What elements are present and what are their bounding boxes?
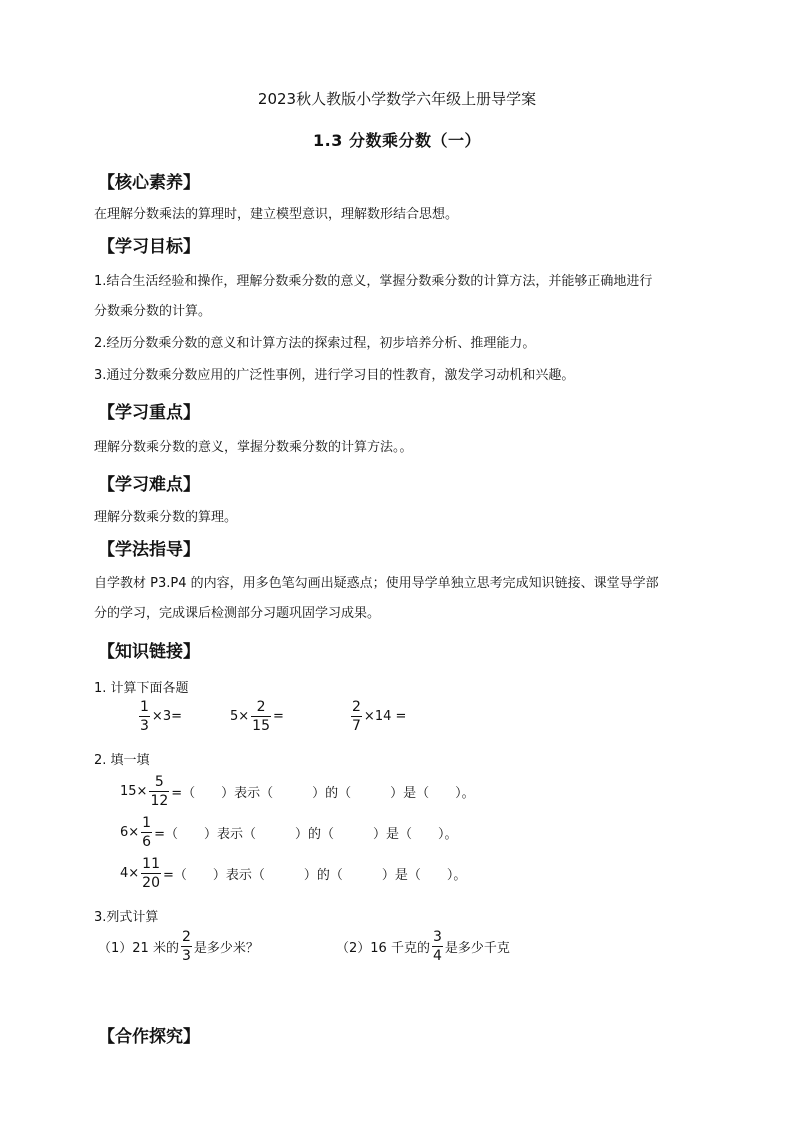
question-1-label: 1. 计算下面各题 [94, 681, 189, 696]
goal-3: 3.通过分数乘分数应用的广泛性事例，进行学习目的性教育，激发学习动机和兴趣。 [94, 368, 575, 383]
fraction: $\frac{1}{3}$ [140, 699, 149, 734]
fraction: $\frac{1}{6}$ [142, 815, 152, 850]
key-points-text: 理解分数乘分数的意义，掌握分数乘分数的计算方法。。 [94, 440, 413, 455]
word-problem-1: （1）21 米的 $\frac{2}{3}$ 是多少米？ [98, 929, 259, 964]
heading-difficulties: 【学习难点】 [98, 475, 200, 495]
heading-cooperative-inquiry: 【合作探究】 [98, 1027, 200, 1047]
fraction: $\frac{3}{4}$ [432, 929, 442, 964]
calc-expression-2: 5× $\frac{2}{15}$ = [230, 699, 284, 734]
fill-row-3: 4× $\frac{11}{20}$ =（ ）表示（ ）的（ ）是（ ）。 [120, 856, 467, 891]
difficulties-text: 理解分数乘分数的算理。 [94, 510, 238, 525]
goal-1-line-1: 1.结合生活经验和操作，理解分数乘分数的意义，掌握分数乘分数的计算方法，并能够正确地进行 [94, 274, 653, 289]
heading-knowledge-links: 【知识链接】 [98, 642, 200, 662]
fraction: $\frac{11}{20}$ [142, 856, 160, 891]
fraction: $\frac{5}{12}$ [150, 774, 169, 809]
question-3-label: 3.列式计算 [94, 910, 159, 925]
heading-study-method: 【学法指导】 [98, 540, 200, 560]
study-method-line-2: 分的学习，完成课后检测部分习题巩固学习成果。 [94, 606, 381, 621]
fill-row-1: 15× $\frac{5}{12}$ =（ ）表示（ ）的（ ）是（ ）。 [120, 774, 475, 809]
core-literacy-text: 在理解分数乘法的算理时，建立模型意识，理解数形结合思想。 [94, 207, 459, 222]
calc-expression-1: $\frac{1}{3}$ ×3= [140, 699, 182, 734]
heading-core-literacy: 【核心素养】 [98, 173, 200, 193]
heading-key-points: 【学习重点】 [98, 403, 200, 423]
question-2-label: 2. 填一填 [94, 753, 150, 768]
fill-row-2: 6× $\frac{1}{6}$ =（ ）表示（ ）的（ ）是（ ）。 [120, 815, 458, 850]
calc-expression-3: $\frac{2}{7}$ ×14 = [352, 699, 407, 734]
heading-learning-goals: 【学习目标】 [98, 237, 200, 257]
word-problem-2: （2）16 千克的 $\frac{3}{4}$ 是多少千克 [336, 929, 510, 964]
study-method-line-1: 自学教材 P3.P4 的内容，用多色笔勾画出疑惑点；使用导学单独立思考完成知识链接、课堂导学部 [94, 576, 659, 591]
lesson-title: 1.3 分数乘分数（一） [313, 131, 481, 150]
fraction: $\frac{2}{3}$ [181, 929, 191, 964]
document-title: 2023秋人教版小学数学六年级上册导学案 [257, 90, 537, 108]
fraction: $\frac{2}{7}$ [352, 699, 361, 734]
goal-2: 2.经历分数乘分数的意义和计算方法的探索过程，初步培养分析、推理能力。 [94, 336, 536, 351]
fraction: $\frac{2}{15}$ [252, 699, 270, 734]
goal-1-line-2: 分数乘分数的计算。 [94, 304, 212, 319]
